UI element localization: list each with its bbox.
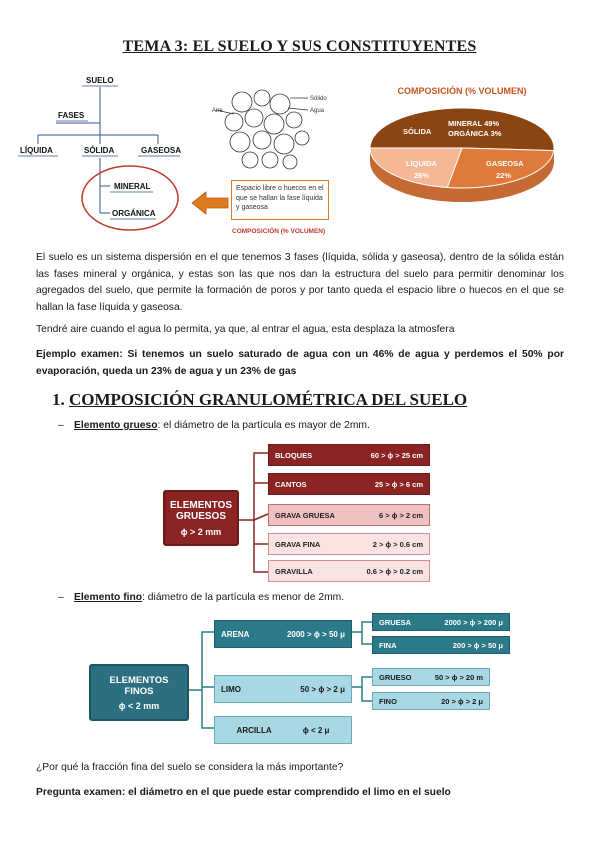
pie-label-liquida-pct: 26% (414, 171, 430, 180)
pie-label-organica: ORGÁNICA 3% (448, 129, 502, 138)
pie-label-solida: SÓLIDA (403, 127, 432, 136)
tree-fases: FASES (58, 111, 85, 120)
tree-gaseosa: GASEOSA (141, 146, 182, 155)
pie-label-gaseosa: GASEOSA (486, 159, 524, 168)
tree-liquida: LÍQUIDA (20, 146, 53, 155)
sketch-aire-label: Aire (212, 108, 223, 114)
fino-main-line3: ϕ < 2 mm (118, 700, 160, 711)
grueso-main-line3: ϕ > 2 mm (180, 526, 222, 537)
grueso-item-cantos: CANTOS 25 > ϕ > 6 cm (268, 473, 430, 495)
section-number: 1. (52, 390, 65, 409)
grueso-item-gravilla: GRAVILLA 0.6 > ϕ > 0.2 cm (268, 560, 430, 582)
bullet-grueso: – Elemento grueso: el diámetro de la partícula es mayor de 2mm. (58, 420, 370, 431)
fino-main-line2: FINOS (124, 685, 154, 697)
fino-main-line1: ELEMENTOS (109, 674, 169, 686)
fino-item-arena: ARENA 2000 > ϕ > 50 μ (214, 620, 352, 648)
grueso-item-bloques: BLOQUES 60 > ϕ > 25 cm (268, 444, 430, 466)
elementos-gruesos-box (163, 490, 239, 546)
tree-organica: ORGÁNICA (112, 209, 156, 218)
paragraph-exam-example: Ejemplo examen: Si tenemos un suelo saturado de agua con un 46% de agua y perdemos el 50% por evaporación, queda un 23% de agua y un 23% de gas (36, 349, 564, 377)
fino-label: Elemento fino (74, 592, 143, 603)
paragraph-air: Tendré aire cuando el agua lo permita, ya que, al entrar el agua, esta desplaza la atmosfera (36, 324, 455, 335)
fino-text: : diámetro de la partícula es menor de 2mm. (142, 592, 345, 603)
exam-question-text: Pregunta examen: el diámetro en el que puede estar comprendido el limo en el suelo (36, 787, 451, 798)
pie-label-mineral: MINERAL 49% (448, 119, 500, 128)
limo-sub-fino: FINO 20 > ϕ > 2 μ (372, 692, 490, 710)
grueso-item-grava-fina: GRAVA FINA 2 > ϕ > 0.6 cm (268, 533, 430, 555)
grueso-text: : el diámetro de la partícula es mayor de 2mm. (157, 420, 370, 431)
question-text: ¿Por qué la fracción fina del suelo se considera la más importante? (36, 762, 344, 773)
grueso-main-line1: ELEMENTOS (169, 499, 233, 511)
callout-box: Espacio libre o huecos en el que se hallan la fase líquida y gaseosa (231, 180, 329, 220)
tree-solida: SÓLIDA (84, 146, 115, 155)
tree-mineral: MINERAL (114, 182, 151, 191)
tree-suelo: SUELO (86, 76, 114, 85)
bullet-fino: – Elemento fino: diámetro de la partícula es menor de 2mm. (58, 592, 345, 603)
fino-item-limo: LIMO 50 > ϕ > 2 μ (214, 675, 352, 703)
elementos-finos-box (89, 664, 189, 721)
soil-particles-sketch (212, 84, 332, 176)
grueso-main-line2: GRUESOS (175, 510, 226, 522)
grueso-item-grava-gruesa: GRAVA GRUESA 6 > ϕ > 2 cm (268, 504, 430, 526)
chart-title: COMPOSICIÓN (% VOLUMEN) (397, 86, 527, 96)
arrow-left-icon (190, 190, 230, 216)
page-title: TEMA 3: EL SUELO Y SUS CONSTITUYENTES (122, 38, 477, 55)
highlight-ellipse (82, 166, 178, 230)
sketch-solido-label: Sólido (310, 96, 327, 102)
fino-item-arcilla: ARCILLA ϕ < 2 μ (214, 716, 352, 744)
arena-sub-fina: FINA 200 > ϕ > 50 μ (372, 636, 510, 654)
section-title: COMPOSICIÓN GRANULOMÉTRICA DEL SUELO (69, 390, 468, 409)
paragraph-intro: El suelo es un sistema dispersión en el que tenemos 3 fases (líquida, sólida y gaseosa), dentro de la sólida están las fases mineral y orgánica, y estas son las que nos dan la estructura del suelo para permitir denominar los agregados del suelo, que permite la formación de poros y por tanto queda el espacio libre o huecos en el que se hallan la fase líquida y gaseosa. (36, 252, 564, 313)
callout-caption: COMPOSICIÓN (% VOLUMEN) (232, 228, 326, 235)
sketch-agua-label: Agua (310, 108, 325, 114)
pie-label-gaseosa-pct: 22% (496, 171, 512, 180)
composition-pie-chart (362, 100, 562, 210)
soil-phases-diagram (18, 68, 218, 238)
arena-sub-gruesa: GRUESA 2000 > ϕ > 200 μ (372, 613, 510, 631)
pie-label-liquida: LÍQUIDA (406, 159, 437, 168)
limo-sub-grueso: GRUESO 50 > ϕ > 20 m (372, 668, 490, 686)
grueso-label: Elemento grueso (74, 420, 158, 431)
section-heading (52, 390, 467, 410)
